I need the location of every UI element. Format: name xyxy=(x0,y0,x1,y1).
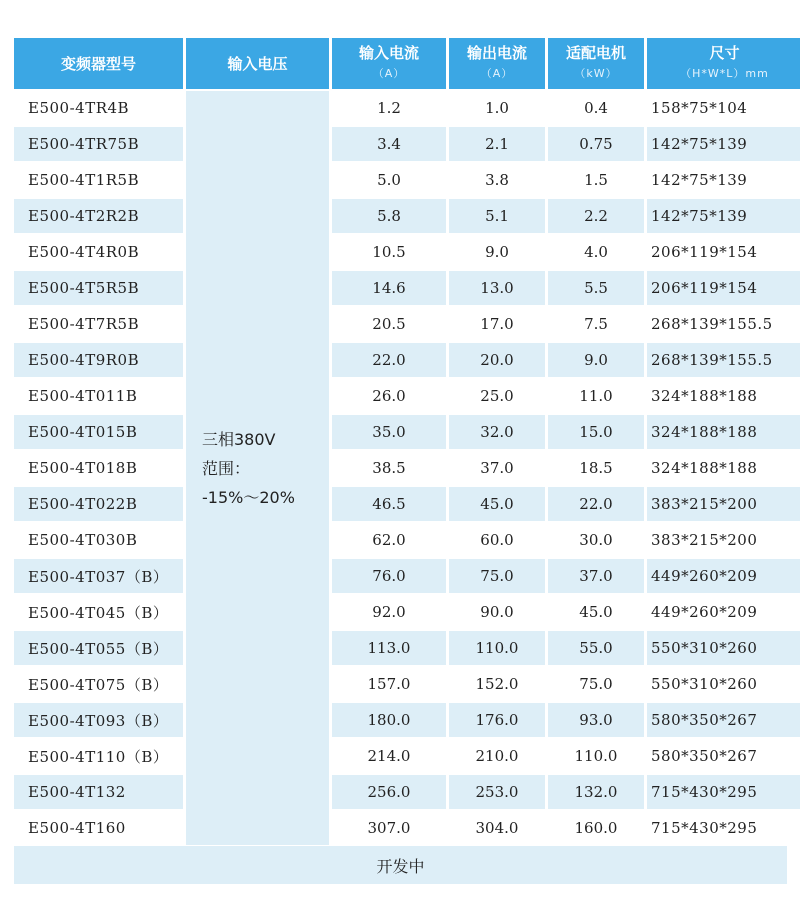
model-cell: E500-4T7R5B xyxy=(14,307,183,341)
header-size-unit: （H*W*L）mm xyxy=(680,67,769,80)
motor-power-cell: 9.0 xyxy=(548,343,644,377)
model-cell: E500-4T037（B） xyxy=(14,559,183,593)
input-current-cell: 62.0 xyxy=(332,523,446,557)
dimension-cell: 158*75*104 xyxy=(647,91,800,125)
motor-power-cell: 45.0 xyxy=(548,595,644,629)
output-current-cell: 37.0 xyxy=(449,451,545,485)
dimension-cell: 449*260*209 xyxy=(647,595,800,629)
motor-power-cell: 4.0 xyxy=(548,235,644,269)
motor-power-cell: 22.0 xyxy=(548,487,644,521)
dimension-cell: 268*139*155.5 xyxy=(647,307,800,341)
model-cell: E500-4TR4B xyxy=(14,91,183,125)
output-current-cell: 13.0 xyxy=(449,271,545,305)
input-current-cell: 1.2 xyxy=(332,91,446,125)
table-row xyxy=(14,559,800,593)
motor-power-cell: 7.5 xyxy=(548,307,644,341)
dimension-cell: 383*215*200 xyxy=(647,487,800,521)
model-cell: E500-4T1R5B xyxy=(14,163,183,197)
header-row xyxy=(14,38,800,89)
output-current-cell: 176.0 xyxy=(449,703,545,737)
table-row xyxy=(14,595,800,629)
header-output-current-unit: （A） xyxy=(480,67,514,80)
table-row xyxy=(14,811,800,845)
model-cell: E500-4T015B xyxy=(14,415,183,449)
table-row xyxy=(14,91,800,125)
output-current-cell: 210.0 xyxy=(449,739,545,773)
input-current-cell: 26.0 xyxy=(332,379,446,413)
model-cell: E500-4T132 xyxy=(14,775,183,809)
table-row xyxy=(14,451,800,485)
output-current-cell: 75.0 xyxy=(449,559,545,593)
table-row xyxy=(14,163,800,197)
output-current-cell: 17.0 xyxy=(449,307,545,341)
input-current-cell: 113.0 xyxy=(332,631,446,665)
table-row xyxy=(14,199,800,233)
model-cell: E500-4T4R0B xyxy=(14,235,183,269)
output-current-cell: 3.8 xyxy=(449,163,545,197)
voltage-line1: 三相380V xyxy=(202,429,276,449)
table-row xyxy=(14,631,800,665)
table-row xyxy=(14,379,800,413)
motor-power-cell: 37.0 xyxy=(548,559,644,593)
header-model: 变频器型号 xyxy=(14,38,183,89)
table-row xyxy=(14,703,800,737)
table-row xyxy=(14,235,800,269)
model-cell: E500-4T5R5B xyxy=(14,271,183,305)
output-current-cell: 20.0 xyxy=(449,343,545,377)
motor-power-cell: 30.0 xyxy=(548,523,644,557)
dimension-cell: 142*75*139 xyxy=(647,199,800,233)
footer-label: 开发中 xyxy=(376,856,425,876)
motor-power-cell: 5.5 xyxy=(548,271,644,305)
dimension-cell: 324*188*188 xyxy=(647,379,800,413)
header-size: 尺寸 （H*W*L）mm xyxy=(647,38,800,89)
input-current-cell: 10.5 xyxy=(332,235,446,269)
output-current-cell: 152.0 xyxy=(449,667,545,701)
header-motor: 适配电机 （kW） xyxy=(548,38,644,89)
dimension-cell: 550*310*260 xyxy=(647,631,800,665)
output-current-cell: 9.0 xyxy=(449,235,545,269)
input-current-cell: 35.0 xyxy=(332,415,446,449)
header-voltage: 输入电压 xyxy=(186,38,329,89)
header-input-current-unit: （A） xyxy=(372,67,406,80)
table-row xyxy=(14,775,800,809)
table-row xyxy=(14,343,800,377)
table-row xyxy=(14,127,800,161)
motor-power-cell: 110.0 xyxy=(548,739,644,773)
header-output-current: 输出电流 （A） xyxy=(449,38,545,89)
motor-power-cell: 18.5 xyxy=(548,451,644,485)
dimension-cell: 715*430*295 xyxy=(647,811,800,845)
table-row xyxy=(14,667,800,701)
dimension-cell: 580*350*267 xyxy=(647,703,800,737)
voltage-cell xyxy=(186,91,329,845)
model-cell: E500-4T9R0B xyxy=(14,343,183,377)
output-current-cell: 90.0 xyxy=(449,595,545,629)
input-current-cell: 307.0 xyxy=(332,811,446,845)
input-current-cell: 46.5 xyxy=(332,487,446,521)
output-current-cell: 45.0 xyxy=(449,487,545,521)
input-current-cell: 38.5 xyxy=(332,451,446,485)
dimension-cell: 142*75*139 xyxy=(647,163,800,197)
header-motor-unit: （kW） xyxy=(574,67,618,80)
motor-power-cell: 11.0 xyxy=(548,379,644,413)
input-current-cell: 22.0 xyxy=(332,343,446,377)
voltage-line2: 范围： xyxy=(202,458,251,478)
motor-power-cell: 93.0 xyxy=(548,703,644,737)
input-current-cell: 180.0 xyxy=(332,703,446,737)
dimension-cell: 550*310*260 xyxy=(647,667,800,701)
output-current-cell: 32.0 xyxy=(449,415,545,449)
motor-power-cell: 75.0 xyxy=(548,667,644,701)
output-current-cell: 25.0 xyxy=(449,379,545,413)
model-cell: E500-4T018B xyxy=(14,451,183,485)
model-cell: E500-4T2R2B xyxy=(14,199,183,233)
output-current-cell: 1.0 xyxy=(449,91,545,125)
spec-body xyxy=(14,91,800,845)
motor-power-cell: 0.4 xyxy=(548,91,644,125)
input-current-cell: 214.0 xyxy=(332,739,446,773)
model-cell: E500-4T075（B） xyxy=(14,667,183,701)
input-current-cell: 5.8 xyxy=(332,199,446,233)
output-current-cell: 5.1 xyxy=(449,199,545,233)
table-row xyxy=(14,271,800,305)
spec-table xyxy=(11,36,800,847)
table-row xyxy=(14,415,800,449)
dimension-cell: 206*119*154 xyxy=(647,235,800,269)
motor-power-cell: 15.0 xyxy=(548,415,644,449)
model-cell: E500-4T110（B） xyxy=(14,739,183,773)
table-row xyxy=(14,523,800,557)
input-current-cell: 157.0 xyxy=(332,667,446,701)
dimension-cell: 268*139*155.5 xyxy=(647,343,800,377)
input-current-cell: 3.4 xyxy=(332,127,446,161)
model-cell: E500-4T011B xyxy=(14,379,183,413)
output-current-cell: 110.0 xyxy=(449,631,545,665)
motor-power-cell: 55.0 xyxy=(548,631,644,665)
voltage-line3: -15%～20% xyxy=(202,487,295,507)
output-current-cell: 253.0 xyxy=(449,775,545,809)
motor-power-cell: 2.2 xyxy=(548,199,644,233)
model-cell: E500-4TR75B xyxy=(14,127,183,161)
motor-power-cell: 0.75 xyxy=(548,127,644,161)
input-current-cell: 92.0 xyxy=(332,595,446,629)
footer-bar xyxy=(14,846,787,884)
dimension-cell: 324*188*188 xyxy=(647,451,800,485)
input-current-cell: 256.0 xyxy=(332,775,446,809)
motor-power-cell: 160.0 xyxy=(548,811,644,845)
motor-power-cell: 1.5 xyxy=(548,163,644,197)
dimension-cell: 715*430*295 xyxy=(647,775,800,809)
input-current-cell: 20.5 xyxy=(332,307,446,341)
table-row xyxy=(14,739,800,773)
model-cell: E500-4T045（B） xyxy=(14,595,183,629)
dimension-cell: 449*260*209 xyxy=(647,559,800,593)
dimension-cell: 324*188*188 xyxy=(647,415,800,449)
model-cell: E500-4T093（B） xyxy=(14,703,183,737)
input-current-cell: 76.0 xyxy=(332,559,446,593)
model-cell: E500-4T055（B） xyxy=(14,631,183,665)
dimension-cell: 142*75*139 xyxy=(647,127,800,161)
model-cell: E500-4T030B xyxy=(14,523,183,557)
motor-power-cell: 132.0 xyxy=(548,775,644,809)
input-current-cell: 14.6 xyxy=(332,271,446,305)
output-current-cell: 60.0 xyxy=(449,523,545,557)
output-current-cell: 2.1 xyxy=(449,127,545,161)
output-current-cell: 304.0 xyxy=(449,811,545,845)
model-cell: E500-4T160 xyxy=(14,811,183,845)
dimension-cell: 383*215*200 xyxy=(647,523,800,557)
input-current-cell: 5.0 xyxy=(332,163,446,197)
dimension-cell: 206*119*154 xyxy=(647,271,800,305)
table-row xyxy=(14,487,800,521)
table-row xyxy=(14,307,800,341)
model-cell: E500-4T022B xyxy=(14,487,183,521)
dimension-cell: 580*350*267 xyxy=(647,739,800,773)
header-input-current: 输入电流 （A） xyxy=(332,38,446,89)
